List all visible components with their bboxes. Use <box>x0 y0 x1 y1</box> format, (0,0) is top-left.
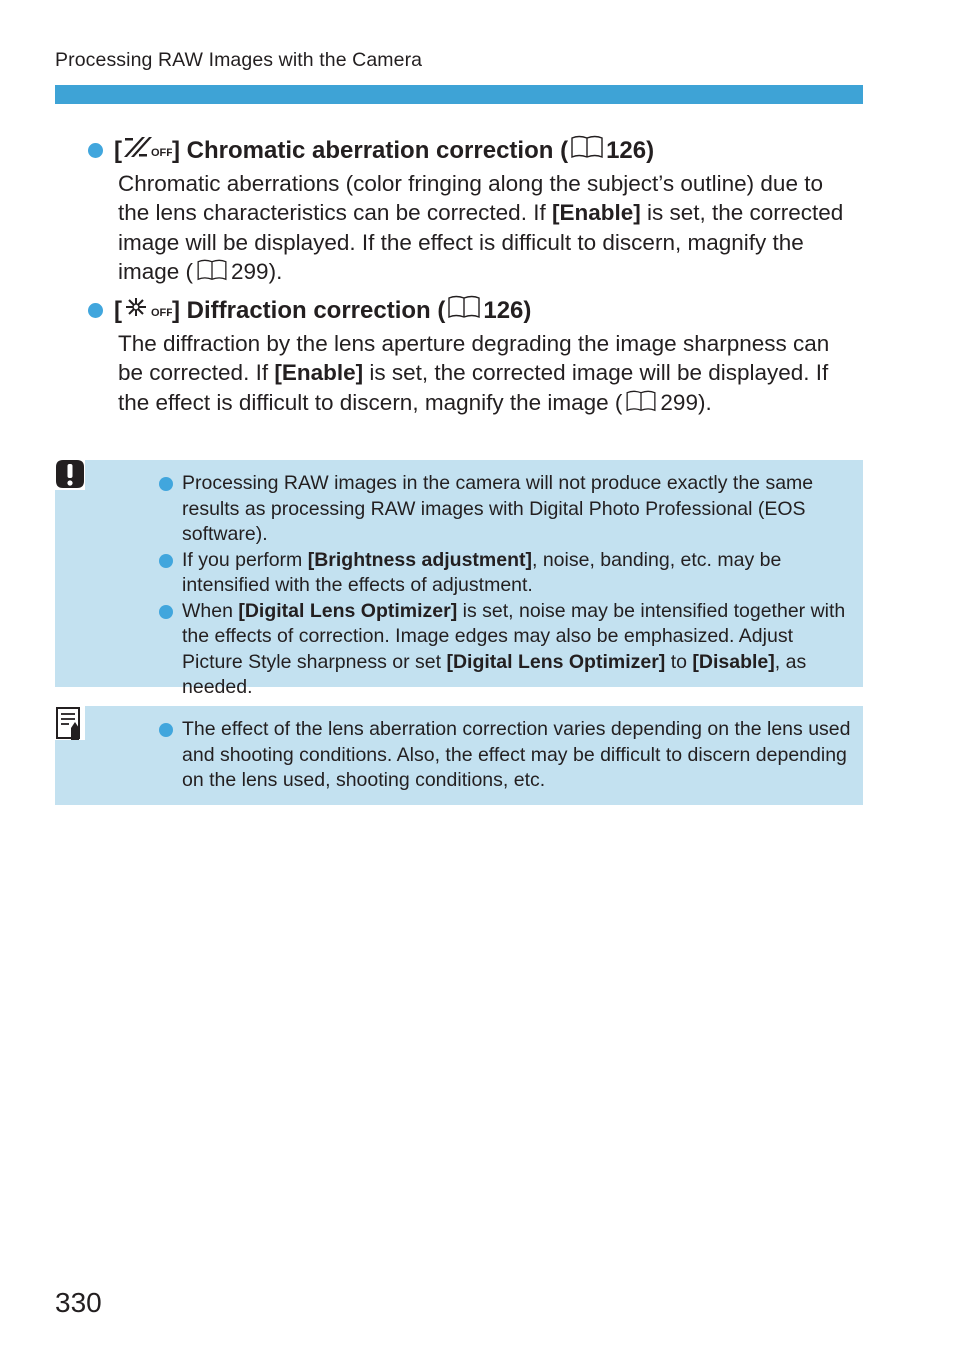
item-title <box>114 294 531 327</box>
caution-text: Processing RAW images in the camera will not produce exactly the same results as processing RAW images with Digital Photo Professional (EOS software). <box>182 472 814 545</box>
running-head: Processing RAW Images with the Camera <box>55 49 423 71</box>
book-icon <box>195 258 229 289</box>
bullet <box>159 605 173 619</box>
bracket-open: [ <box>114 136 122 164</box>
chromatic-aberration-off-icon <box>122 135 172 166</box>
svg-text:OFF: OFF <box>151 147 172 159</box>
page-ref: 126 <box>483 296 524 324</box>
bullet <box>159 477 173 491</box>
page-ref: 126 <box>606 136 647 164</box>
caution-text: When <box>182 599 239 622</box>
bullet <box>159 554 173 568</box>
body-text: ). <box>697 389 712 415</box>
item-title-end: ) <box>646 136 655 164</box>
caution-text: If you perform <box>182 548 308 571</box>
note-box <box>55 706 863 805</box>
page-ref: 299 <box>231 258 269 284</box>
caution-text: , as needed. <box>182 650 807 698</box>
header-bar <box>55 85 863 104</box>
body-text: The diffraction by the lens aperture degrading the image sharpness can be corrected. If <box>118 331 830 386</box>
note-text: The effect of the lens aberration correction varies depending on the lens used and shooting conditions. Also, the effect may be difficult to discern depending on the lens used, shooting conditions, etc. <box>182 718 851 791</box>
setting-disable: [Disable] <box>692 650 775 673</box>
bullet <box>88 303 103 318</box>
body-text: is set, the corrected image will be displayed. If the effect is difficult to discern, magnify the image ( <box>118 360 829 415</box>
diffraction-off-icon <box>122 295 172 326</box>
body-text: Chromatic aberrations (color fringing along the subject’s outline) due to the lens characteristics can be corrected. If <box>118 171 823 226</box>
bullet <box>159 723 173 737</box>
book-icon <box>570 134 604 167</box>
item-title-text: ] Chromatic aberration correction ( <box>172 136 569 164</box>
setting-enable: [Enable] <box>274 360 364 386</box>
book-icon <box>447 294 481 327</box>
note-point <box>159 717 853 794</box>
caution-text: to <box>665 650 693 673</box>
note-list <box>159 717 853 794</box>
caution-point <box>159 599 853 701</box>
item-title-end: ) <box>523 296 532 324</box>
setting-enable: [Enable] <box>551 200 641 226</box>
menu-digital-lens-optimizer: [Digital Lens Optimizer] <box>446 650 666 673</box>
menu-digital-lens-optimizer: [Digital Lens Optimizer] <box>238 599 458 622</box>
page-number: 330 <box>55 1287 102 1318</box>
item-title <box>114 134 654 167</box>
item-body <box>118 169 853 289</box>
bullet <box>88 143 103 158</box>
caution-point <box>159 548 853 599</box>
bracket-open: [ <box>114 296 122 324</box>
caution-box <box>55 460 863 698</box>
page-ref: 299 <box>660 389 698 415</box>
menu-brightness-adjustment: [Brightness adjustment] <box>307 548 532 571</box>
caution-list <box>159 471 853 701</box>
body-text: ). <box>268 258 283 284</box>
book-icon <box>624 389 658 420</box>
body-text: is set, the corrected image will be displayed. If the effect is difficult to discern, magnify the image ( <box>118 200 844 284</box>
caution-point <box>159 471 853 548</box>
svg-text:OFF: OFF <box>151 307 172 319</box>
item-title-text: ] Diffraction correction ( <box>172 296 446 324</box>
item-body <box>118 329 853 420</box>
caution-text: , noise, banding, etc. may be intensified with the effects of adjustment. <box>182 548 782 596</box>
caution-text: is set, noise may be intensified together with the effects of correction. Image edges may also be emphasized. Adjust Picture Style sharpness or set <box>182 599 846 673</box>
